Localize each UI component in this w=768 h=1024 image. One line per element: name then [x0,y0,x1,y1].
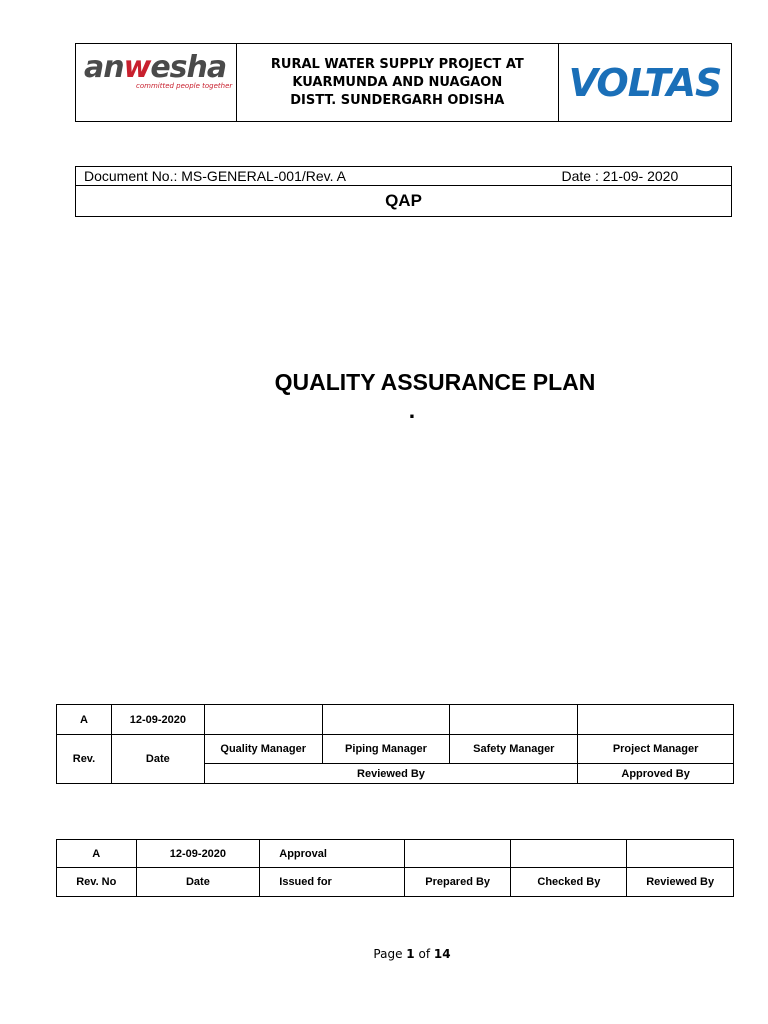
issue-header-date: Date [136,868,260,897]
review-table [56,704,734,784]
issue-header-checked-by: Checked By [511,868,627,897]
issue-header-rev-no: Rev. No [57,868,137,897]
document-header [75,43,732,122]
review-date-label: Date [111,735,204,784]
document-date: Date : 21-09- 2020 [561,168,679,184]
project-title-line-2: KUARMUNDA AND NUAGAON [292,74,503,90]
review-cell-empty [322,705,450,735]
issue-rev-value: A [57,840,137,868]
document-info-row [76,167,732,186]
review-cell-empty [204,705,322,735]
document-number: Document No.: MS-GENERAL-001/Rev. A [84,168,346,184]
anwesha-logo-tagline: committed people together [136,82,233,90]
anwesha-logo-word: anwesha [84,50,227,85]
page-prefix: Page [373,947,403,961]
review-rev-value: A [57,705,112,735]
document-code: QAP [76,186,732,217]
issue-header-reviewed-by: Reviewed By [627,868,734,897]
document-info [75,166,732,217]
issue-cell-empty [627,840,734,868]
project-title-line-3: DISTT. SUNDERGARH ODISHA [290,92,505,108]
review-rev-label: Rev. [57,735,112,784]
issue-cell-empty [404,840,510,868]
issue-date-value: 12-09-2020 [136,840,260,868]
page-total: 14 [433,947,451,961]
project-title-line-1: RURAL WATER SUPPLY PROJECT AT [270,56,524,72]
issue-header-prepared-by: Prepared By [404,868,510,897]
review-date-value: 12-09-2020 [111,705,204,735]
page-title-dot: . [408,397,416,423]
approved-by-label: Approved By [578,764,734,784]
issue-header-issued-for: Issued for [260,868,405,897]
page-number [0,947,768,961]
anwesha-logo [84,52,232,90]
review-cell-empty [578,705,734,735]
project-title [236,44,558,122]
issue-table [56,839,734,897]
voltas-logo: VOLTAS [568,60,722,105]
page-current: 1 [406,947,415,961]
review-cell-empty [450,705,578,735]
issue-for-value: Approval [260,840,405,868]
page-of: of [418,947,431,961]
role-safety-manager: Safety Manager [450,735,578,764]
issue-cell-empty [511,840,627,868]
role-quality-manager: Quality Manager [204,735,322,764]
voltas-logo-cell [559,44,732,122]
role-piping-manager: Piping Manager [322,735,450,764]
anwesha-logo-cell [76,44,237,122]
page-title: QUALITY ASSURANCE PLAN [274,369,596,395]
reviewed-by-label: Reviewed By [204,764,577,784]
role-project-manager: Project Manager [578,735,734,764]
